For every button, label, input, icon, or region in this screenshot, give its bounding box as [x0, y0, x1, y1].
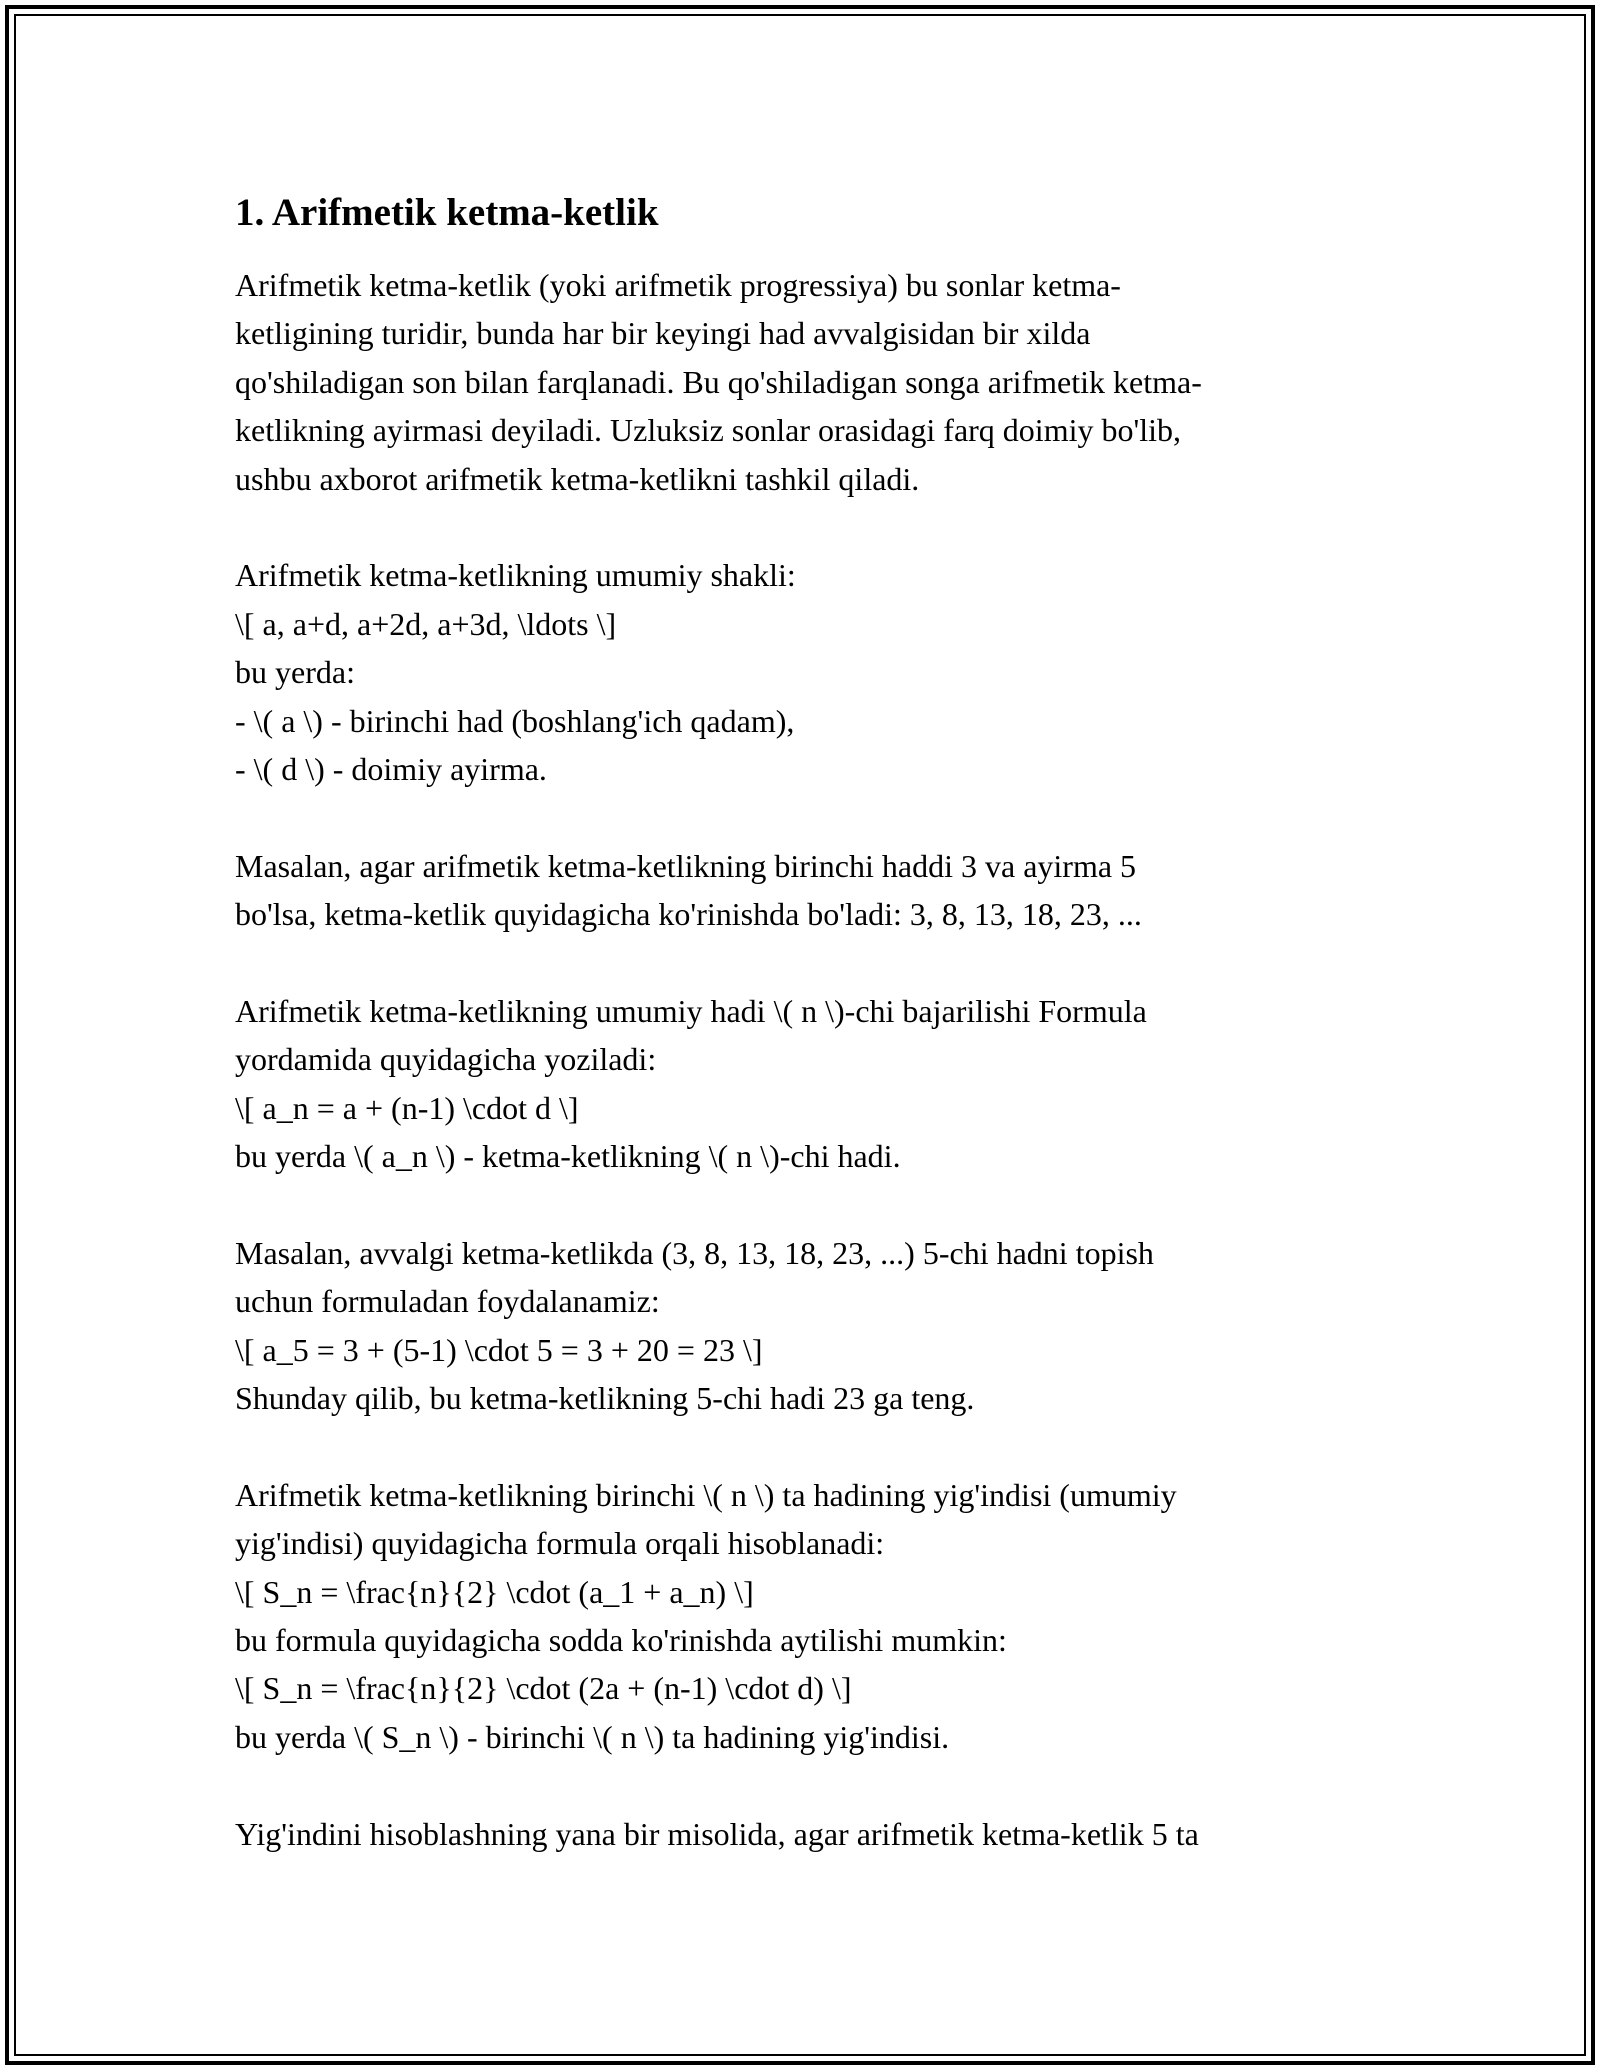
- paragraph-example-sequence: [235, 842, 1375, 939]
- text-line: Arifmetik ketma-ketlik (yoki arifmetik progressiya) bu sonlar ketma-: [235, 267, 1121, 303]
- paragraph-sum-example: [235, 1810, 1375, 1858]
- text-line: yordamida quyidagicha yoziladi:: [235, 1041, 657, 1078]
- text-line: ketligining turidir, bunda har bir keyingi had avvalgisidan bir xilda: [235, 315, 1091, 352]
- text-line: Arifmetik ketma-ketlikning birinchi \( n \) ta hadining yig'indisi (umumiy: [235, 1476, 1177, 1513]
- text-line: bu formula quyidagicha sodda ko'rinishda aytilishi mumkin:: [235, 1621, 1007, 1658]
- paragraph-spacer: [235, 503, 1375, 551]
- text-line: Yig'indini hisoblashning yana bir misolida, agar arifmetik ketma-ketlik 5 ta: [235, 1815, 1199, 1852]
- paragraph-general-form: [235, 551, 1375, 793]
- list-item: - \( a \) - birinchi had (boshlang'ich qadam),: [235, 702, 795, 739]
- paragraph-spacer: [235, 938, 1375, 986]
- text-line: bo'lsa, ketma-ketlik quyidagicha ko'rinishda bo'ladi: 3, 8, 13, 18, 23, ...: [235, 896, 1142, 933]
- paragraph-sum-formula: [235, 1471, 1375, 1761]
- paragraph-example-fifth-term: [235, 1229, 1375, 1423]
- text-line: Masalan, avvalgi ketma-ketlikda (3, 8, 13, 18, 23, ...) 5-chi hadni topish: [235, 1234, 1154, 1271]
- paragraph-spacer: [235, 1180, 1375, 1228]
- text-line: bu yerda:: [235, 654, 355, 691]
- list-item: - \( d \) - doimiy ayirma.: [235, 750, 547, 787]
- text-line: uchun formuladan foydalanamiz:: [235, 1283, 660, 1320]
- text-line: yig'indisi) quyidagicha formula orqali hisoblanadi:: [235, 1525, 885, 1562]
- text-line: ushbu axborot arifmetik ketma-ketlikni tashkil qiladi.: [235, 460, 920, 497]
- section-heading: 1. Arifmetik ketma-ketlik: [235, 191, 659, 234]
- paragraph-spacer: [235, 793, 1375, 841]
- paragraph-spacer: [235, 1422, 1375, 1470]
- document-content: [235, 185, 1375, 1858]
- text-line: bu yerda \( a_n \) - ketma-ketlikning \( n \)-chi hadi.: [235, 1138, 901, 1175]
- text-line: bu yerda \( S_n \) - birinchi \( n \) ta hadining yig'indisi.: [235, 1718, 950, 1755]
- paragraph-definition: [235, 261, 1375, 503]
- text-line: Shunday qilib, bu ketma-ketlikning 5-chi hadi 23 ga teng.: [235, 1379, 975, 1416]
- paragraph-spacer: [235, 1761, 1375, 1809]
- text-line: ketlikning ayirmasi deyiladi. Uzluksiz sonlar orasidagi farq doimiy bo'lib,: [235, 412, 1182, 449]
- formula-line: \[ a_5 = 3 + (5-1) \cdot 5 = 3 + 20 = 23 \]: [235, 1331, 763, 1368]
- formula-line: \[ a_n = a + (n-1) \cdot d \]: [235, 1089, 579, 1126]
- text-line: qo'shiladigan son bilan farqlanadi. Bu qo'shiladigan songa arifmetik ketma-: [235, 363, 1202, 400]
- formula-line: \[ S_n = \frac{n}{2} \cdot (a_1 + a_n) \]: [235, 1573, 754, 1610]
- document-body: [235, 261, 1375, 1858]
- text-line: Masalan, agar arifmetik ketma-ketlikning birinchi haddi 3 va ayirma 5: [235, 847, 1137, 884]
- text-line: Arifmetik ketma-ketlikning umumiy hadi \( n \)-chi bajarilishi Formula: [235, 992, 1147, 1029]
- formula-line: \[ a, a+d, a+2d, a+3d, \ldots \]: [235, 605, 617, 642]
- text-line: Arifmetik ketma-ketlikning umumiy shakli:: [235, 557, 796, 594]
- paragraph-nth-term: [235, 987, 1375, 1181]
- formula-line: \[ S_n = \frac{n}{2} \cdot (2a + (n-1) \cdot d) \]: [235, 1670, 852, 1707]
